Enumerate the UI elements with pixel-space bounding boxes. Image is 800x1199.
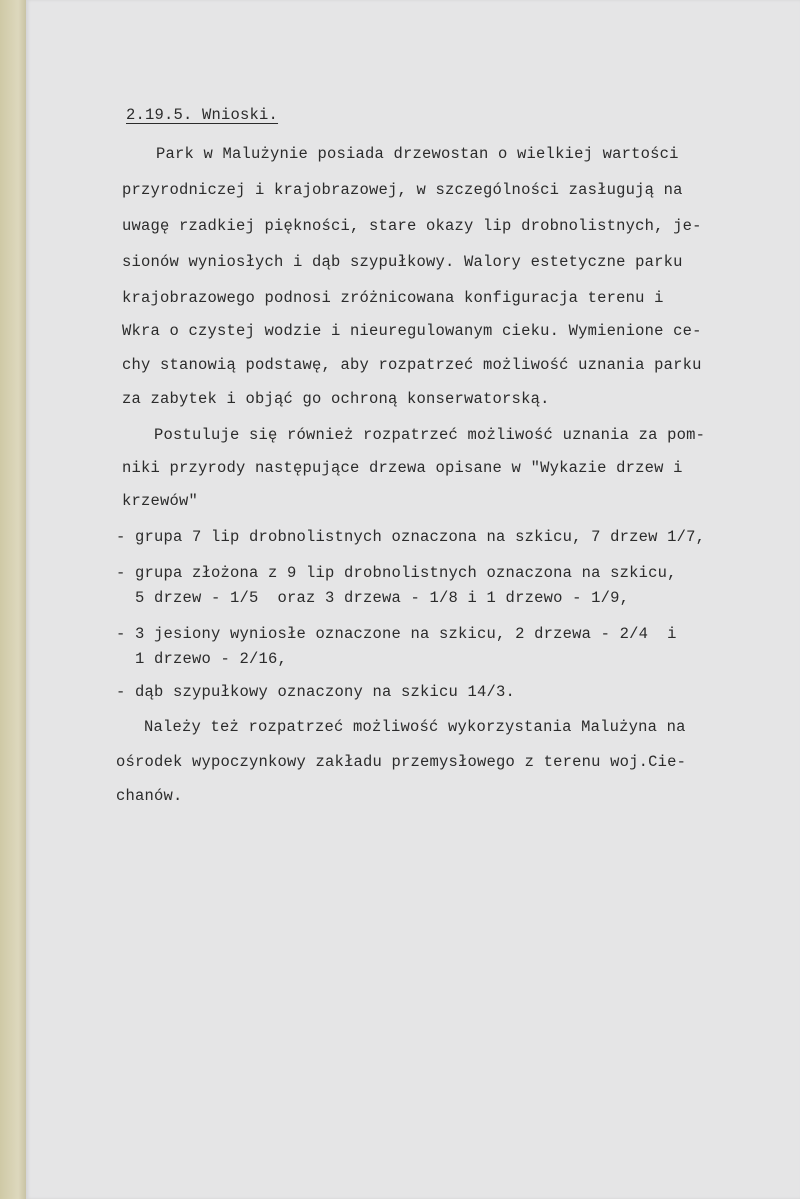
typed-text — [26, 0, 800, 1199]
section-heading: 2.19.5. Wnioski. — [126, 106, 279, 124]
paragraph-2-line-2: niki przyrody następujące drzewa opisane w "Wykazie drzew i — [122, 459, 683, 477]
list-item-2-line-2: 5 drzew - 1/5 oraz 3 drzewa - 1/8 i 1 drzewo - 1/9, — [116, 589, 630, 607]
list-item-3-line-2: 1 drzewo - 2/16, — [116, 650, 288, 668]
list-item-4: - dąb szypułkowy oznaczony na szkicu 14/3. — [116, 683, 516, 701]
paragraph-3-line-3: chanów. — [116, 787, 183, 805]
binding-edge — [0, 0, 26, 1199]
paragraph-1-line-5: krajobrazowego podnosi zróżnicowana konfiguracja terenu i — [122, 289, 664, 307]
paragraph-1-line-7: chy stanowią podstawę, aby rozpatrzeć możliwość uznania parku — [122, 356, 702, 374]
list-item-3-line-1: - 3 jesiony wyniosłe oznaczone na szkicu, 2 drzewa - 2/4 i — [116, 625, 677, 643]
paragraph-1-line-8: za zabytek i objąć go ochroną konserwatorską. — [122, 390, 550, 408]
paragraph-2-line-1: Postuluje się również rozpatrzeć możliwość uznania za pom- — [154, 426, 706, 444]
paragraph-1-line-4: sionów wyniosłych i dąb szypułkowy. Walory estetyczne parku — [122, 253, 683, 271]
paragraph-2-line-3: krzewów" — [122, 492, 199, 510]
paragraph-3-line-1: Należy też rozpatrzeć możliwość wykorzystania Malużyna na — [144, 718, 686, 736]
list-item-1: - grupa 7 lip drobnolistnych oznaczona na szkicu, 7 drzew 1/7, — [116, 528, 706, 546]
paragraph-1-line-1: Park w Malużynie posiada drzewostan o wielkiej wartości — [156, 145, 679, 163]
paragraph-1-line-6: Wkra o czystej wodzie i nieuregulowanym cieku. Wymienione ce- — [122, 322, 702, 340]
paragraph-1-line-3: uwagę rzadkiej piękności, stare okazy lip drobnolistnych, je- — [122, 217, 702, 235]
paragraph-1-line-2: przyrodniczej i krajobrazowej, w szczególności zasługują na — [122, 181, 683, 199]
list-item-2-line-1: - grupa złożona z 9 lip drobnolistnych oznaczona na szkicu, — [116, 564, 677, 582]
paragraph-3-line-2: ośrodek wypoczynkowy zakładu przemysłowego z terenu woj.Cie- — [116, 753, 687, 771]
document-page — [26, 0, 800, 1199]
